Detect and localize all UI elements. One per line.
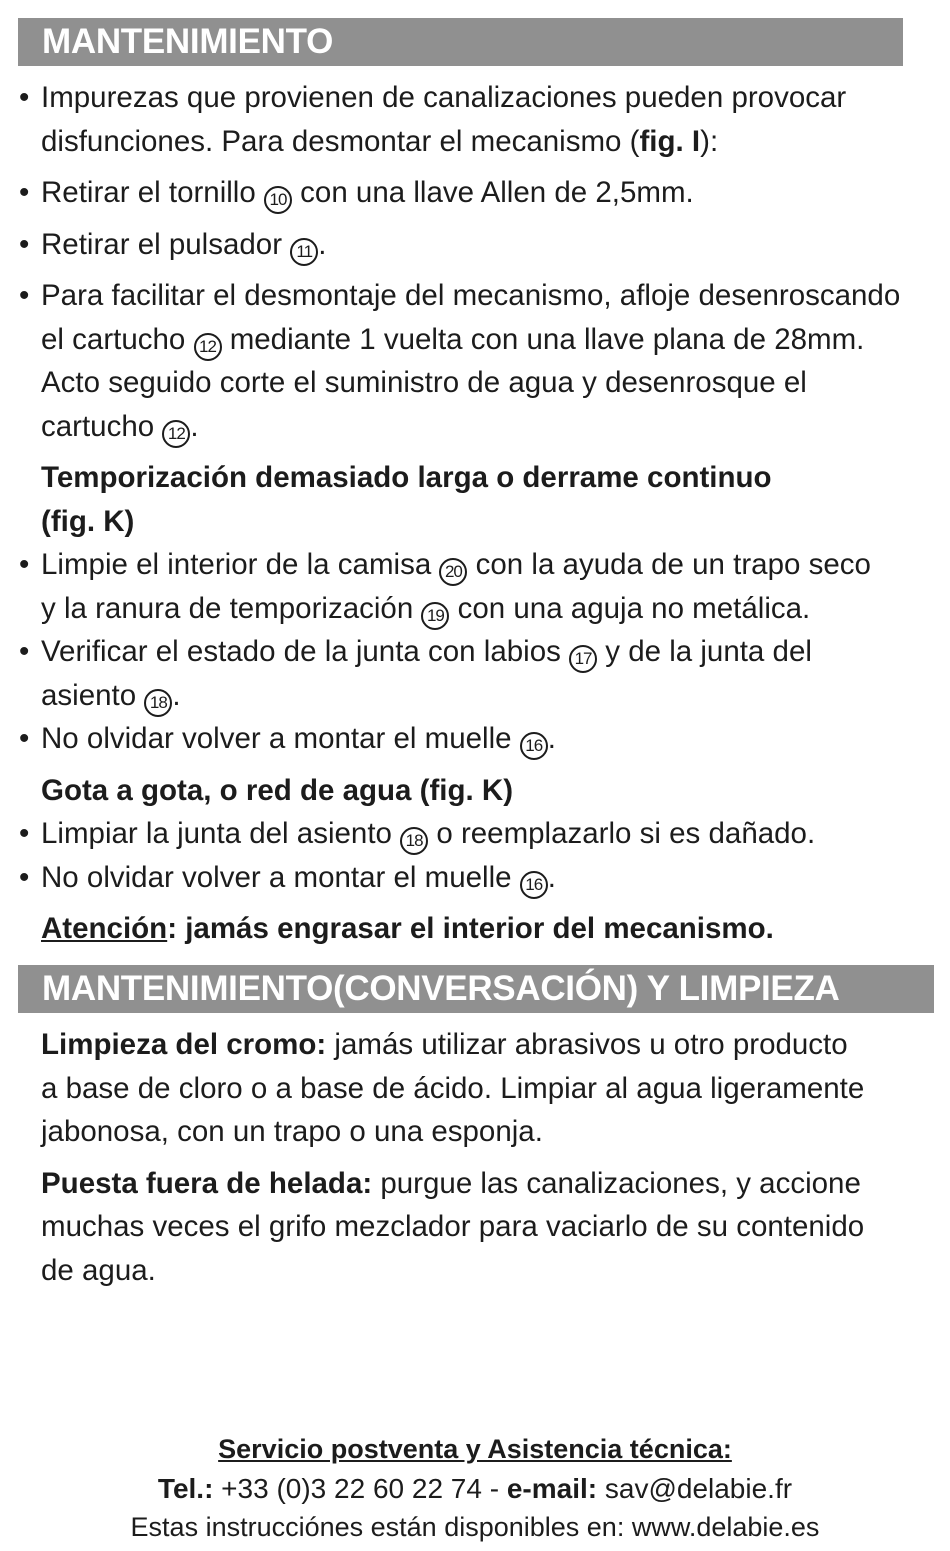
list-item: • No olvidar volver a montar el muelle 16 .: [0, 717, 950, 761]
part-number-badge: 17: [569, 645, 597, 673]
chrome-cleaning-paragraph: Limpieza del cromo: jamás utilizar abrasivos u otro producto a base de cloro o a base de ácido. Limpiar al agua ligeramente jabonosa, con un trapo o una esponja.: [41, 1028, 865, 1148]
part-number-badge: 20: [439, 558, 467, 586]
cleaning-paragraphs: [0, 1023, 950, 1292]
part-number-badge: 12: [194, 333, 222, 361]
section-header-cleaning: MANTENIMIENTO(CONVERSACIÓN) Y LIMPIEZA: [18, 965, 934, 1013]
list-item: • Retirar el tornillo 10 con una llave Allen de 2,5mm.: [0, 171, 950, 215]
frost-protection-paragraph: Puesta fuera de helada: purgue las canalizaciones, y accione muchas veces el grifo mezclador para vaciarlo de su contenido de agua.: [41, 1166, 865, 1287]
subheading-drip: Gota a gota, o red de agua (fig. K): [41, 773, 514, 807]
list-item: • Impurezas que provienen de canalizaciones pueden provocar disfunciones. Para desmontar el mecanismo (fig. I):: [19, 81, 847, 158]
section-header-maintenance: MANTENIMIENTO: [18, 18, 903, 66]
part-number-badge: 12: [162, 420, 190, 448]
part-number-badge: 16: [520, 871, 548, 899]
part-number-badge: 10: [264, 186, 292, 214]
warning-note: Atención: jamás engrasar el interior del mecanismo.: [41, 912, 774, 945]
maintenance-bullets: [0, 76, 950, 951]
list-item: • Para facilitar el desmontaje del mecanismo, afloje desenroscando el cartucho 12 mediante 1 vuelta con una llave plana de 28mm. Acto seguido corte el suministro de agua y desenrosque el cartucho 12 .: [0, 274, 950, 448]
list-item: • Retirar el pulsador 11 .: [0, 223, 950, 267]
subheading-long-timing: Temporización demasiado larga o derrame continuo (fig. K): [41, 461, 772, 538]
list-item: • Limpie el interior de la camisa 20 con la ayuda de un trapo seco y la ranura de temporización 19 con una aguja no metálica.: [0, 543, 950, 630]
part-number-badge: 18: [400, 827, 428, 855]
part-number-badge: 16: [520, 732, 548, 760]
footer-contact: Tel.: +33 (0)3 22 60 22 74 - e-mail: sav@delabie.fr: [157, 1473, 793, 1504]
footer-title: Servicio postventa y Asistencia técnica:: [218, 1434, 732, 1464]
part-number-badge: 11: [290, 238, 318, 266]
list-item: • Limpiar la junta del asiento 18 o reemplazarlo si es dañado.: [0, 812, 950, 856]
part-number-badge: 19: [421, 602, 449, 630]
list-item: • No olvidar volver a montar el muelle 16 .: [0, 856, 950, 900]
part-number-badge: 18: [144, 689, 172, 717]
footer-availability: Estas instrucciónes están disponibles en: www.delabie.es: [130, 1512, 820, 1542]
list-item: • Verificar el estado de la junta con labios 17 y de la junta del asiento 18 .: [0, 630, 950, 717]
